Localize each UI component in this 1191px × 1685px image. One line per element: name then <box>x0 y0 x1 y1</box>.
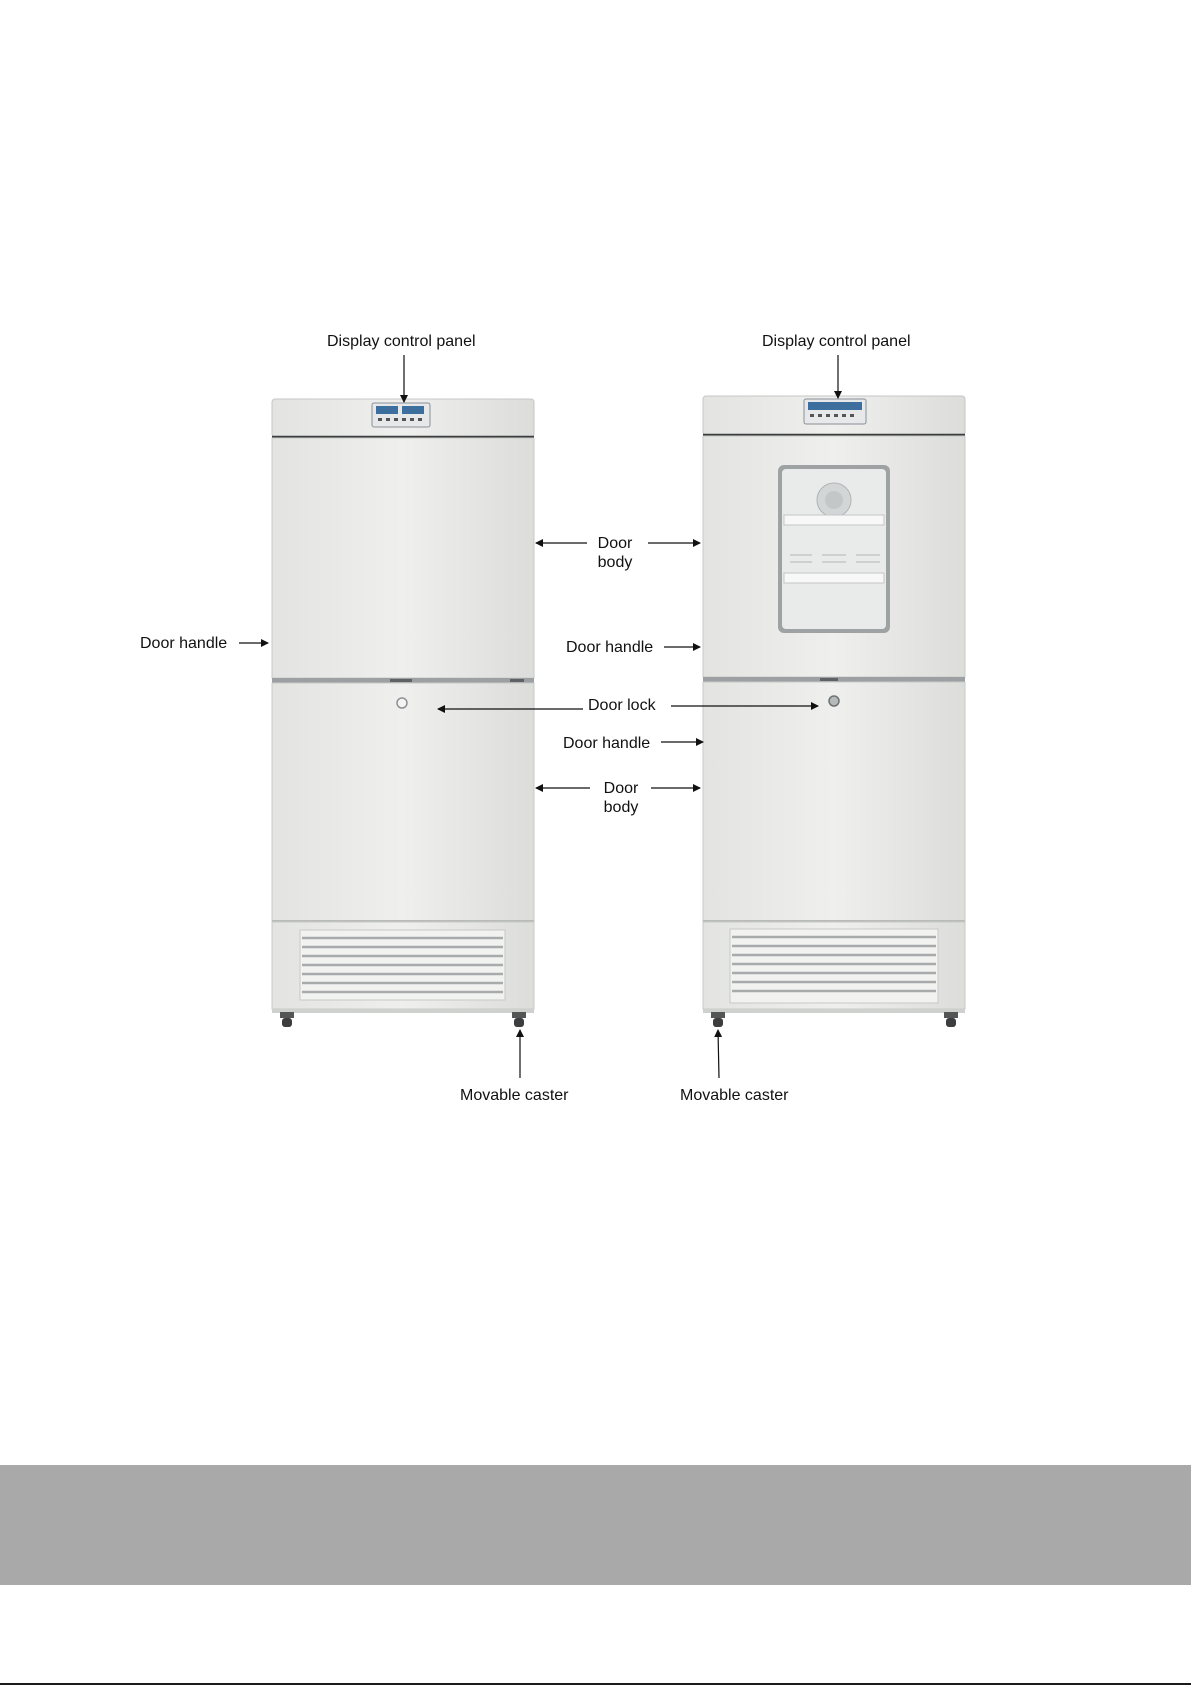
label-door-body-top-line2: body <box>597 554 633 571</box>
label-door-lock: Door lock <box>588 697 656 714</box>
left-display-control-panel <box>372 403 430 427</box>
label-display-control-panel-left: Display control panel <box>327 333 476 350</box>
left-caster-1 <box>280 1012 294 1027</box>
label-door-handle-left: Door handle <box>140 635 228 652</box>
right-lower-door <box>703 682 965 921</box>
left-lower-door <box>272 683 534 921</box>
label-display-control-panel-right: Display control panel <box>762 333 911 350</box>
label-door-body-bottom <box>591 779 651 817</box>
left-freezer <box>272 399 534 1027</box>
left-caster-2 <box>512 1012 526 1027</box>
right-display-control-panel <box>804 399 866 424</box>
label-door-body-bottom-line2: body <box>603 799 639 816</box>
footer-band <box>0 1465 1191 1585</box>
right-glass-window <box>778 465 890 633</box>
left-door-lock <box>397 698 407 708</box>
right-caster-1 <box>711 1012 725 1027</box>
label-door-body-top-line1: Door <box>597 535 633 552</box>
right-freezer <box>703 396 965 1027</box>
label-door-handle-lower-right: Door handle <box>563 735 651 752</box>
arrow-caster-right <box>718 1030 719 1078</box>
left-upper-door <box>272 438 534 678</box>
label-movable-caster-right: Movable caster <box>680 1087 789 1104</box>
label-movable-caster-left: Movable caster <box>460 1087 569 1104</box>
label-door-body-bottom-line1: Door <box>603 780 639 797</box>
right-caster-2 <box>944 1012 958 1027</box>
label-door-handle-upper-right: Door handle <box>566 639 654 656</box>
right-door-lock <box>829 696 839 706</box>
label-door-body-top <box>585 534 645 572</box>
